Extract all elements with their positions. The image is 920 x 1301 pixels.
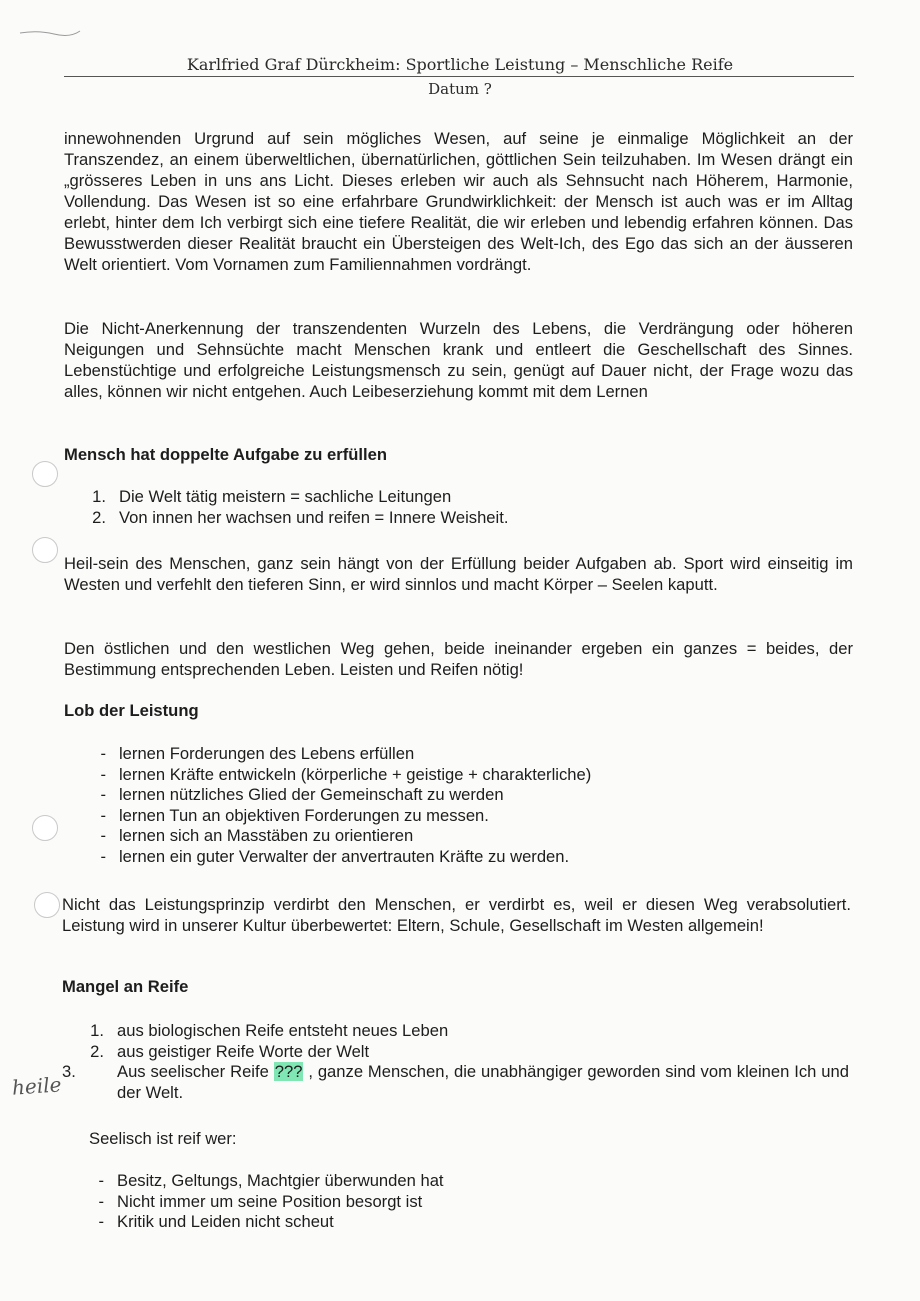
list-item-text: Kritik und Leiden nicht scheut xyxy=(117,1212,334,1231)
list-item-text: aus geistiger Reife Worte der Welt xyxy=(117,1041,370,1061)
list-dash: - xyxy=(100,785,106,804)
list-dash: - xyxy=(100,744,106,763)
paragraph-4: Den östlichen und den westlichen Weg gehen, beide ineinander ergeben ein ganzes = beides, der Bestimmung entsprechenden Leben. Leisten und Reifen nötig! xyxy=(64,639,853,679)
list-dash: - xyxy=(100,846,106,866)
list-dash: - xyxy=(98,1191,104,1211)
handwritten-margin-note: heile xyxy=(11,1072,63,1100)
paragraph-6: Seelisch ist reif wer: xyxy=(89,1129,237,1148)
list-item xyxy=(62,1021,849,1042)
list-item xyxy=(62,1062,849,1103)
list-number: 3. xyxy=(62,1062,76,1081)
section-heading-leistung: Lob der Leistung xyxy=(64,701,199,720)
list-number: 1. xyxy=(90,1021,104,1040)
document-title: Karlfried Graf Dürckheim: Sportliche Leistung – Menschliche Reife xyxy=(186,55,734,74)
paragraph-2: Die Nicht-Anerkennung der transzendenten Wurzeln des Lebens, die Verdrängung oder höheren Neigungen und Sehnsüchte macht Menschen krank und entleert die Geschellschaft des Sinnes. Lebenstüchtige und erfolgreiche Leistungsmensch zu sein, genügt auf Dauer nicht, der Frage wozu das alles, können wir nicht entgehen. Auch Leibeserziehung kommt mit dem Lernen xyxy=(64,319,853,401)
list-item-text: lernen Kräfte entwickeln (körperliche + geistige + charakterliche) xyxy=(119,764,592,784)
list-item xyxy=(64,847,853,868)
list-item-text: Aus seelischer Reife xyxy=(117,1062,269,1081)
list-item xyxy=(64,806,853,827)
list-item-text: Von innen her wachsen und reifen = Innere Weisheit. xyxy=(119,507,509,527)
leistung-list xyxy=(64,744,853,867)
list-item-text: lernen nützliches Glied der Gemeinschaft zu werden xyxy=(119,785,504,804)
list-item xyxy=(62,1042,849,1063)
seelisch-list xyxy=(62,1171,849,1233)
list-item xyxy=(64,826,853,847)
list-item xyxy=(62,1171,849,1192)
list-item xyxy=(62,1192,849,1213)
list-item xyxy=(64,508,853,529)
list-item-text: Die Welt tätig meistern = sachliche Leitungen xyxy=(119,487,452,506)
list-dash: - xyxy=(100,805,106,825)
list-dash: - xyxy=(100,826,106,845)
list-item xyxy=(64,765,853,786)
punch-hole xyxy=(34,892,60,918)
header-rule xyxy=(64,76,854,77)
list-item xyxy=(64,785,853,806)
highlighted-question-marks: ??? xyxy=(274,1062,303,1081)
list-dash: - xyxy=(98,1212,104,1231)
aufgabe-list xyxy=(64,487,853,528)
list-number: 2. xyxy=(92,507,106,527)
list-dash: - xyxy=(100,764,106,784)
paragraph-3: Heil-sein des Menschen, ganz sein hängt von der Erfüllung beider Aufgaben ab. Sport wird einseitig im Westen und verfehlt den tieferen Sinn, er wird sinnlos und macht Körper – Seelen kaputt. xyxy=(64,554,853,594)
list-item xyxy=(64,744,853,765)
list-item-text: Nicht immer um seine Position besorgt ist xyxy=(117,1191,423,1211)
list-item xyxy=(64,487,853,508)
punch-hole xyxy=(32,537,58,563)
list-item-text: lernen ein guter Verwalter der anvertrauten Kräfte zu werden. xyxy=(119,846,570,866)
list-item-text: lernen Forderungen des Lebens erfüllen xyxy=(119,744,415,763)
list-item-text: aus biologischen Reife entsteht neues Leben xyxy=(117,1021,449,1040)
punch-hole xyxy=(32,461,58,487)
list-number: 1. xyxy=(92,487,106,506)
list-item-text: Besitz, Geltungs, Machtgier überwunden hat xyxy=(117,1171,444,1190)
list-item-text: lernen sich an Masstäben zu orientieren xyxy=(119,826,414,845)
punch-hole xyxy=(32,815,58,841)
list-number: 2. xyxy=(90,1041,104,1061)
reife-list xyxy=(62,1021,849,1103)
list-dash: - xyxy=(98,1171,104,1190)
scan-mark xyxy=(18,24,88,38)
paragraph-5: Nicht das Leistungsprinzip verdirbt den Menschen, er verdirbt es, weil er diesen Weg verabsolutiert. Leistung wird in unserer Kultur überbewertet: Eltern, Schule, Gesellschaft im Westen allgemein! xyxy=(62,895,851,935)
list-item-text: , ganze Menschen, die unabhängiger geworden sind vom kleinen Ich und der Welt. xyxy=(117,1062,849,1102)
list-item xyxy=(62,1212,849,1233)
section-heading-aufgabe: Mensch hat doppelte Aufgabe zu erfüllen xyxy=(64,445,387,464)
list-item-text: lernen Tun an objektiven Forderungen zu messen. xyxy=(119,805,489,825)
paragraph-1: innewohnenden Urgrund auf sein mögliches Wesen, auf seine je einmalige Möglichkeit an der Transzendez, an einem überweltlichen, übernatürlichen, göttlichen Sein teilzuhaben. Im Wesen drängt ein „grösseres Leben in uns ans Licht. Dieses erleben wir auch als Sehnsucht nach Höherem, Harmonie, Vollendung. Das Wesen ist so eine erfahrbare Grundwirklichkeit: der Mensch ist auch was er im Alltag erlebt, hinter dem Ich verbirgt sich eine tiefere Realität, die wir erleben und lebendig erfahren können. Das Bewusstwerden dieser Realität braucht ein Übersteigen des Welt-Ich, des Ego das sich an der äusseren Welt orientiert. Vom Vornamen zum Familiennahmen vordrängt. xyxy=(64,129,853,274)
document-date: Datum ? xyxy=(428,80,492,98)
section-heading-reife: Mangel an Reife xyxy=(62,977,189,996)
